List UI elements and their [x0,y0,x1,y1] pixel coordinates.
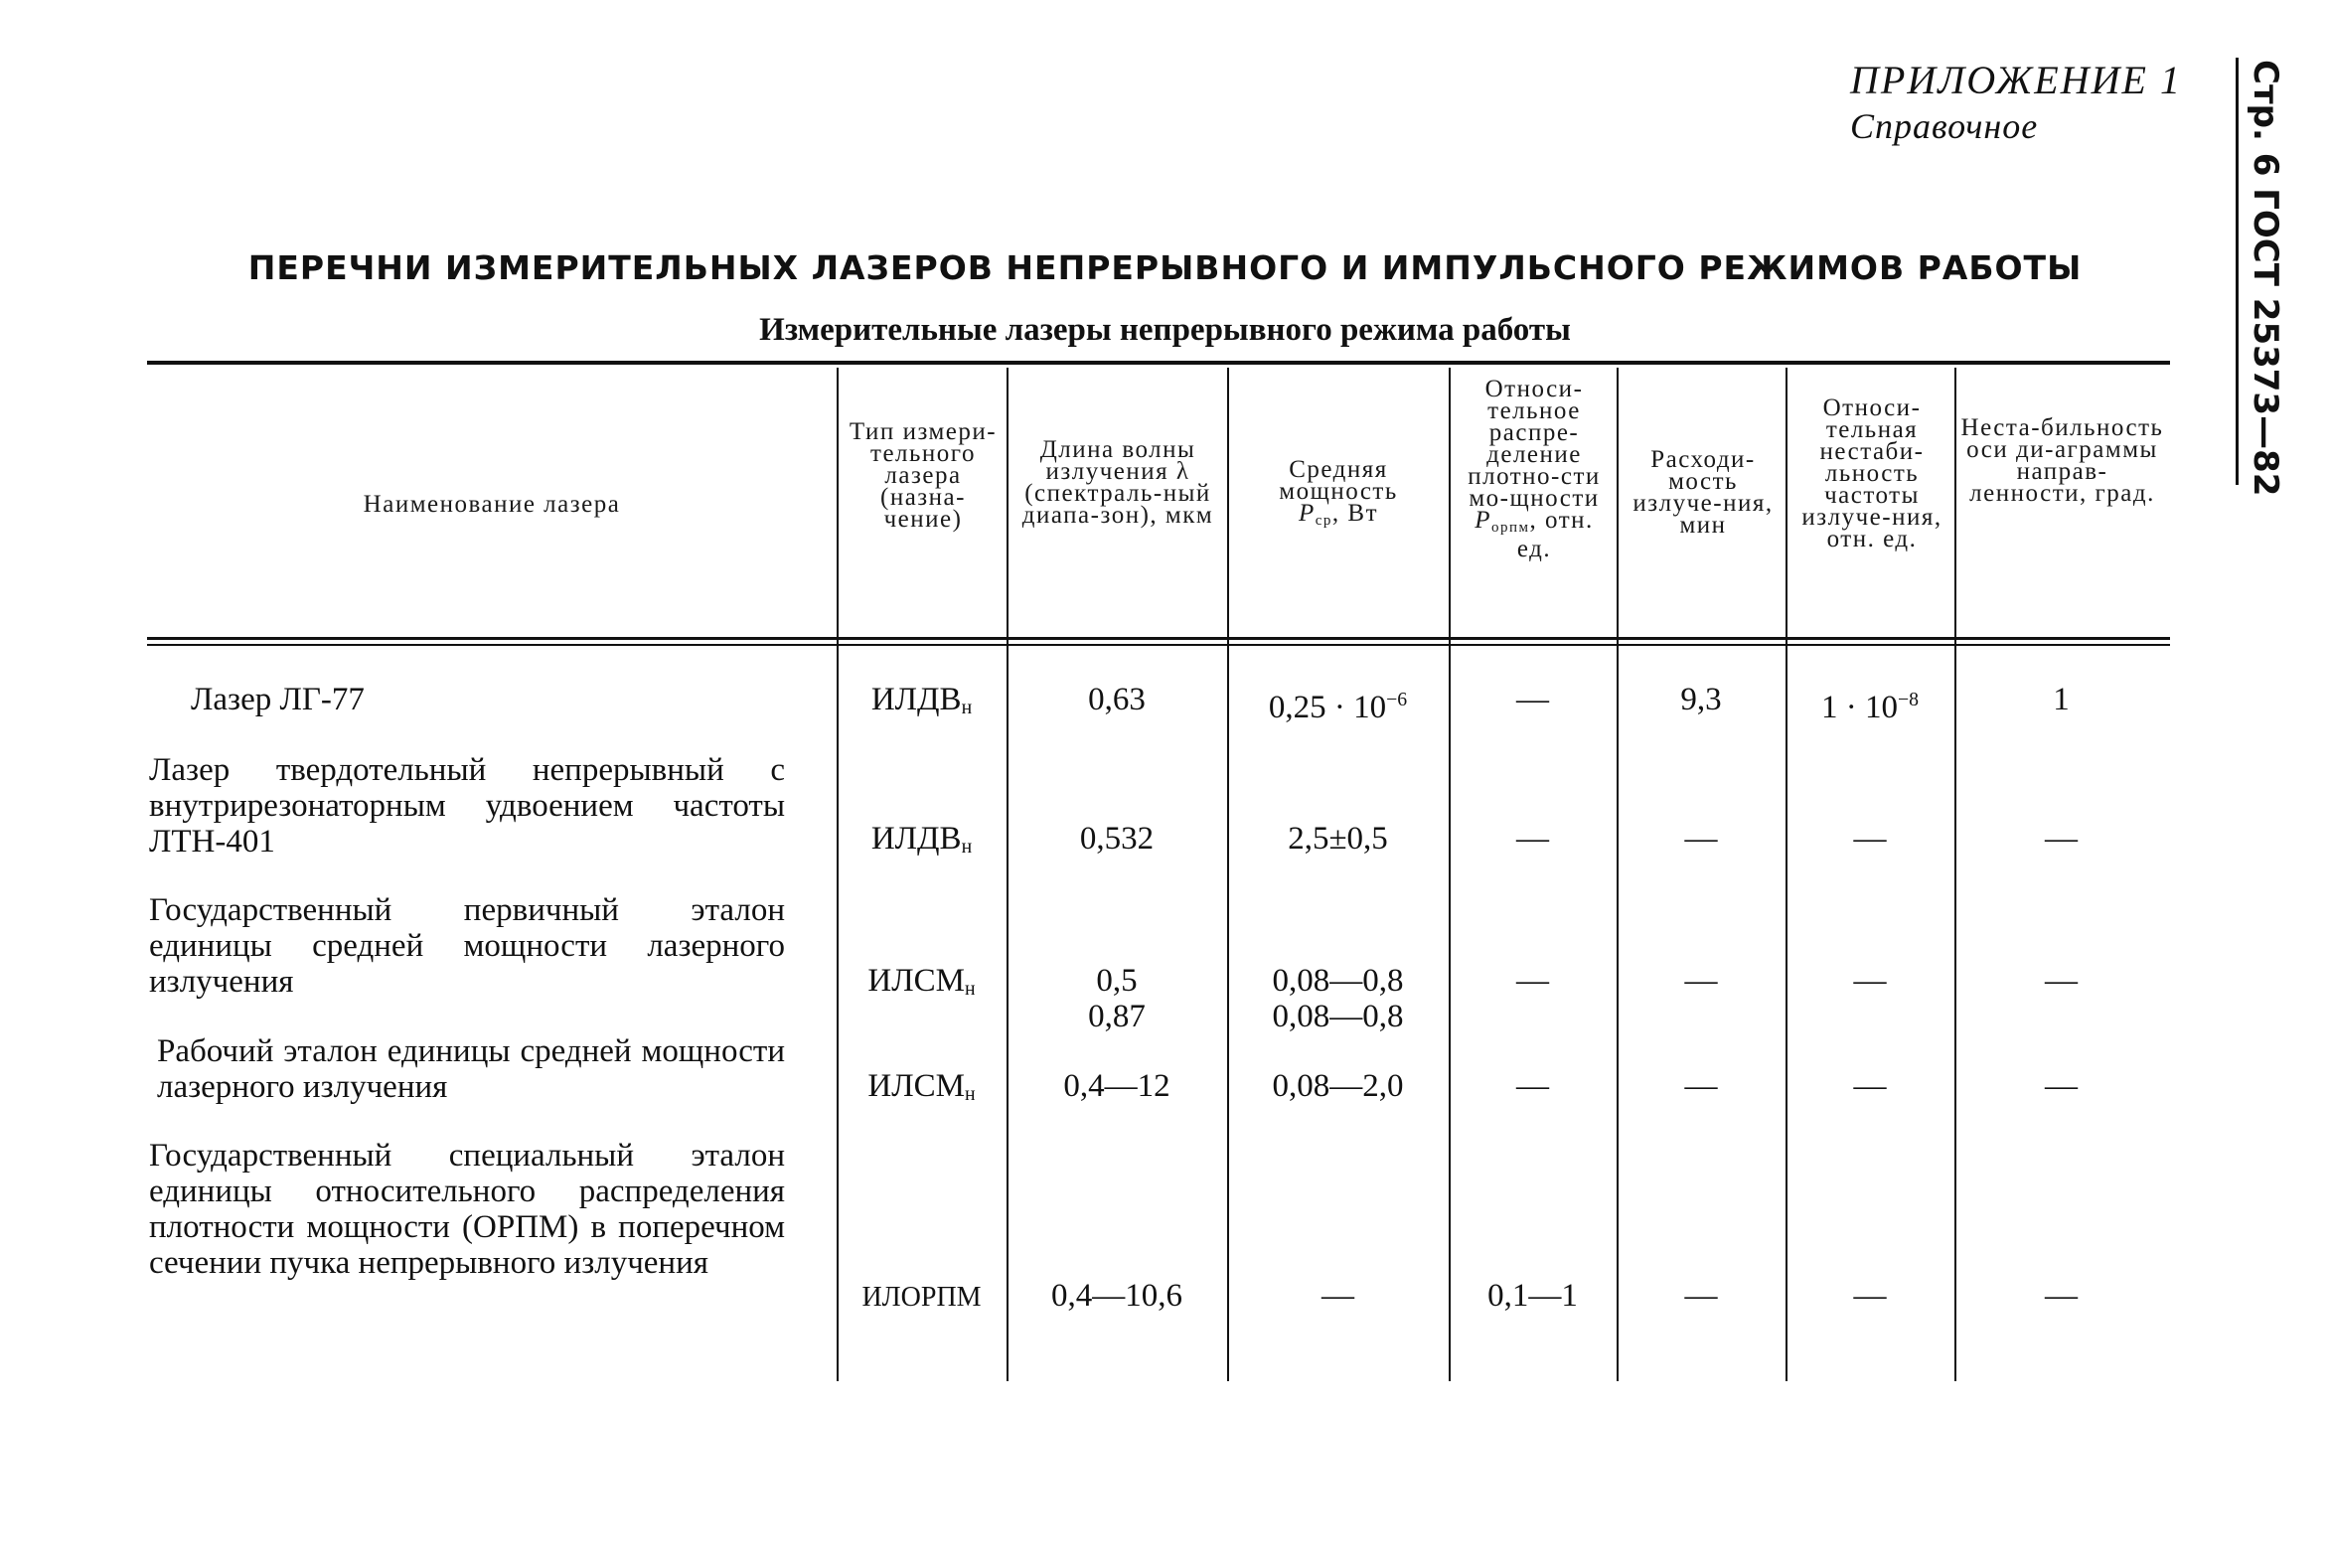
row-3-type [837,963,1007,1007]
header-type-text: Тип измери-тельного лазера (назна-чение) [849,418,998,533]
row-4-divergence: — [1684,1068,1718,1104]
row-3-density: — [1516,963,1549,999]
side-rule [2236,58,2239,485]
row-4-density: — [1516,1068,1549,1104]
header-name-text: Наименование лазера [363,491,621,518]
row-1-divergence: 9,3 [1680,682,1722,717]
row-3-power-1: 0,08—0,8 [1272,963,1404,999]
header-power-subscript: ср [1315,513,1332,529]
row-1-type-subscript: н [961,697,973,718]
row-1-instability-text: 1 · 10 [1820,690,1898,725]
row-3-instability: — [1853,963,1887,999]
row-5-wavelength: 0,4—10,6 [1051,1278,1182,1314]
row-5-density: 0,1—1 [1487,1278,1578,1314]
header-type [843,418,1004,533]
row-2-power: 2,5±0,5 [1288,821,1388,857]
row-2-axis: — [2045,821,2078,857]
header-power-label: Средняя мощность [1279,456,1398,505]
row-3-type-text: ИЛСМ [867,963,965,999]
row-1-power [1227,682,1449,725]
row-5-power: — [1321,1278,1354,1314]
header-axis [1960,414,2164,507]
header-divergence [1623,446,1784,539]
row-4-instability: — [1853,1068,1887,1104]
row-5-instability: — [1853,1278,1887,1314]
appendix-title: ПРИЛОЖЕНИЕ 1 [1850,58,2182,102]
row-2-type [837,821,1007,864]
column-divider [1786,368,1787,1381]
row-1-type [837,682,1007,725]
row-1-power-text: 0,25 · 10 [1268,690,1387,725]
row-2-wavelength: 0,532 [1079,821,1155,857]
row-5-type: ИЛОРПМ [861,1282,982,1313]
header-bottom-rule-2 [147,644,2170,646]
row-2-type-text: ИЛДВ [870,821,962,857]
column-divider [1617,368,1619,1381]
header-power-symbol: P [1298,500,1316,527]
header-bottom-rule [147,637,2170,640]
header-density-subscript: орпм [1491,520,1530,536]
row-4-wavelength: 0,4—12 [1063,1068,1170,1104]
header-name [149,491,835,518]
row-4-power: 0,08—2,0 [1272,1068,1404,1104]
row-4-axis: — [2045,1068,2078,1104]
row-4-type-text: ИЛСМ [867,1068,965,1104]
row-1-power-exponent: −6 [1386,689,1408,710]
header-density-label: Относи-тельное распре-деление плотно-сти мо-щности [1468,376,1601,512]
row-2-name: Лазер твердотельный непрерывный с внутрирезонаторным удвоением частоты ЛТН-401 [149,752,785,860]
header-wavelength-text: Длина волны излучения λ (спектраль-ный диапа-зон), мкм [1021,436,1214,529]
row-3-type-subscript: н [964,978,976,1000]
row-1-instability [1786,682,1954,725]
header-instability [1791,394,1952,552]
row-1-axis: 1 [2053,682,2070,717]
column-divider [1449,368,1451,1381]
column-divider [1227,368,1229,1381]
page-reference: Стр. 6 ГОСТ 25373—82 [2246,60,2285,497]
appendix-reference: Справочное [1850,106,2039,146]
row-3-divergence: — [1684,963,1718,999]
row-3-axis: — [2045,963,2078,999]
row-1-wavelength: 0,63 [1088,682,1146,717]
row-1-density: — [1516,682,1549,717]
column-divider [1954,368,1956,1381]
row-1-type-text: ИЛДВ [870,682,962,717]
column-divider [1007,368,1009,1381]
column-divider [837,368,839,1381]
row-3-wavelength-1: 0,5 [1096,963,1138,999]
page-reference-block [2246,60,2315,497]
row-1-instability-exponent: −8 [1897,689,1920,710]
header-instability-text: Относи-тельная нестаби-льность частоты излуче-ния, отн. ед. [1801,394,1942,552]
header-power-unit: , Вт [1331,500,1379,527]
document-title: ПЕРЕЧНИ ИЗМЕРИТЕЛЬНЫХ ЛАЗЕРОВ НЕПРЕРЫВНОГО И ИМПУЛЬСНОГО РЕЖИМОВ РАБОТЫ [247,248,2083,287]
header-density [1455,376,1614,562]
row-3-power [1227,963,1449,1034]
table-top-rule [147,361,2170,365]
row-3-name: Государственный первичный эталон единицы средней мощности лазерного излучения [149,892,785,1000]
row-4-name: Рабочий эталон единицы средней мощности лазерного излучения [157,1033,785,1105]
appendix-block [1850,58,2182,149]
row-2-density: — [1516,821,1549,857]
row-5-divergence: — [1684,1278,1718,1314]
header-power [1233,456,1444,532]
row-3-wavelength [1007,963,1227,1034]
header-wavelength [1012,436,1223,529]
row-3-wavelength-2: 0,87 [1088,999,1146,1034]
row-5-axis: — [2045,1278,2078,1314]
row-2-instability: — [1853,821,1887,857]
row-3-power-2: 0,08—0,8 [1272,999,1404,1034]
row-1-name: Лазер ЛГ-77 [191,682,365,717]
header-density-unit: , отн. ед. [1516,507,1594,562]
row-4-type-subscript: н [964,1083,976,1105]
header-density-symbol: P [1475,507,1491,534]
row-4-type [837,1068,1007,1112]
row-2-divergence: — [1684,821,1718,857]
row-2-type-subscript: н [961,836,973,858]
header-axis-text: Неста-бильность оси ди-аграммы направ-ленности, град. [1960,414,2164,507]
row-5-name: Государственный специальный эталон единицы относительного распределения плотности мощности (ОРПМ) в поперечном сечении пучка непрерывного излучения [149,1138,785,1281]
header-divergence-text: Расходи-мость излуче-ния, мин [1632,446,1774,539]
table-title: Измерительные лазеры непрерывного режима работы [759,312,1571,348]
